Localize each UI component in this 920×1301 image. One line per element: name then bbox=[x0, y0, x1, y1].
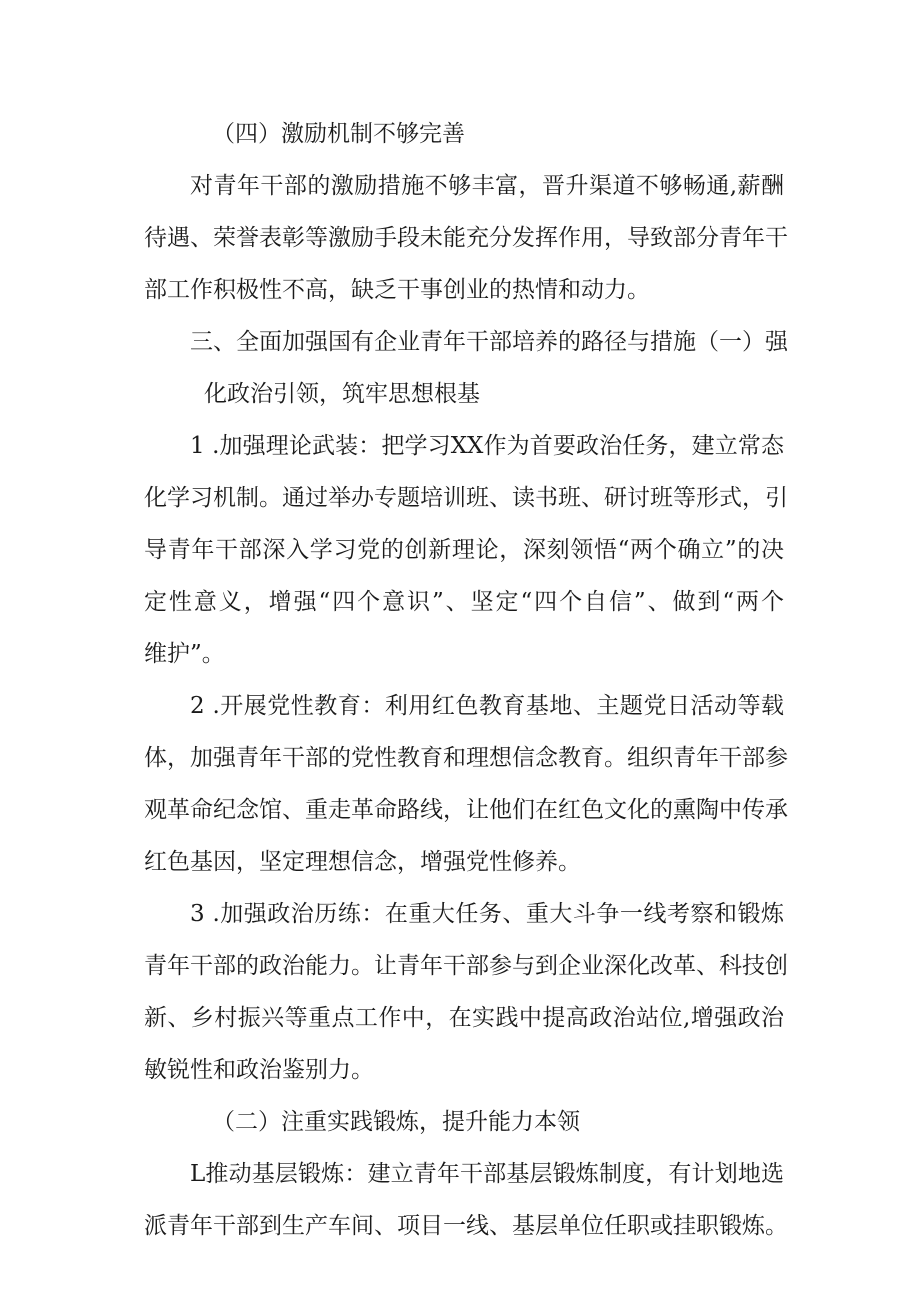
paragraph-line: 青年干部的政治能力。让青年干部参与到企业深化改革、科技创 bbox=[144, 953, 788, 979]
paragraph-line: 化学习机制。通过举办专题培训班、读书班、研讨班等形式，引 bbox=[144, 485, 788, 511]
paragraph-line: 体，加强青年干部的党性教育和理想信念教育。组织青年干部参 bbox=[144, 745, 788, 771]
paragraph-line: 对青年干部的激励措施不够丰富，晋升渠道不够畅通,薪酬 bbox=[190, 173, 784, 199]
section-heading-4: （四）激励机制不够完善 bbox=[212, 121, 465, 147]
chapter-heading: 三、全面加强国有企业青年干部培养的路径与措施（一）强 bbox=[190, 329, 788, 355]
paragraph-line: 部工作积极性不高，缺乏干事创业的热情和动力。 bbox=[144, 277, 650, 303]
paragraph-line: 待遇、荣誉表彰等激励手段未能充分发挥作用，导致部分青年干 bbox=[144, 225, 788, 251]
paragraph-line: 2 .开展党性教育：利用红色教育基地、主题党日活动等载 bbox=[190, 693, 784, 719]
paragraph-line: 维护”。 bbox=[144, 641, 225, 667]
paragraph-line: 敏锐性和政治鉴别力。 bbox=[144, 1057, 374, 1083]
paragraph-line: 派青年干部到生产车间、项目一线、基层单位任职或挂职锻炼。 bbox=[144, 1213, 788, 1239]
section-heading-2: （二）注重实践锻炼，提升能力本领 bbox=[212, 1109, 580, 1135]
paragraph-line: 定性意义，增强“四个意识”、坚定“四个自信”、做到“两个 bbox=[144, 589, 784, 615]
paragraph-line: 1 .加强理论武装：把学习XX作为首要政治任务，建立常态 bbox=[190, 433, 784, 459]
paragraph-line: 观革命纪念馆、重走革命路线，让他们在红色文化的熏陶中传承 bbox=[144, 797, 788, 823]
paragraph-line: 导青年干部深入学习党的创新理论，深刻领悟“两个确立”的决 bbox=[144, 537, 784, 563]
chapter-heading-continued: 化政治引领，筑牢思想根基 bbox=[204, 381, 480, 407]
paragraph-line: L推动基层锻炼：建立青年干部基层锻炼制度，有计划地选 bbox=[190, 1161, 784, 1187]
paragraph-line: 新、乡村振兴等重点工作中，在实践中提高政治站位,增强政治 bbox=[144, 1005, 784, 1031]
paragraph-line: 3 .加强政治历练：在重大任务、重大斗争一线考察和锻炼 bbox=[190, 901, 784, 927]
paragraph-line: 红色基因，坚定理想信念，增强党性修养。 bbox=[144, 849, 581, 875]
